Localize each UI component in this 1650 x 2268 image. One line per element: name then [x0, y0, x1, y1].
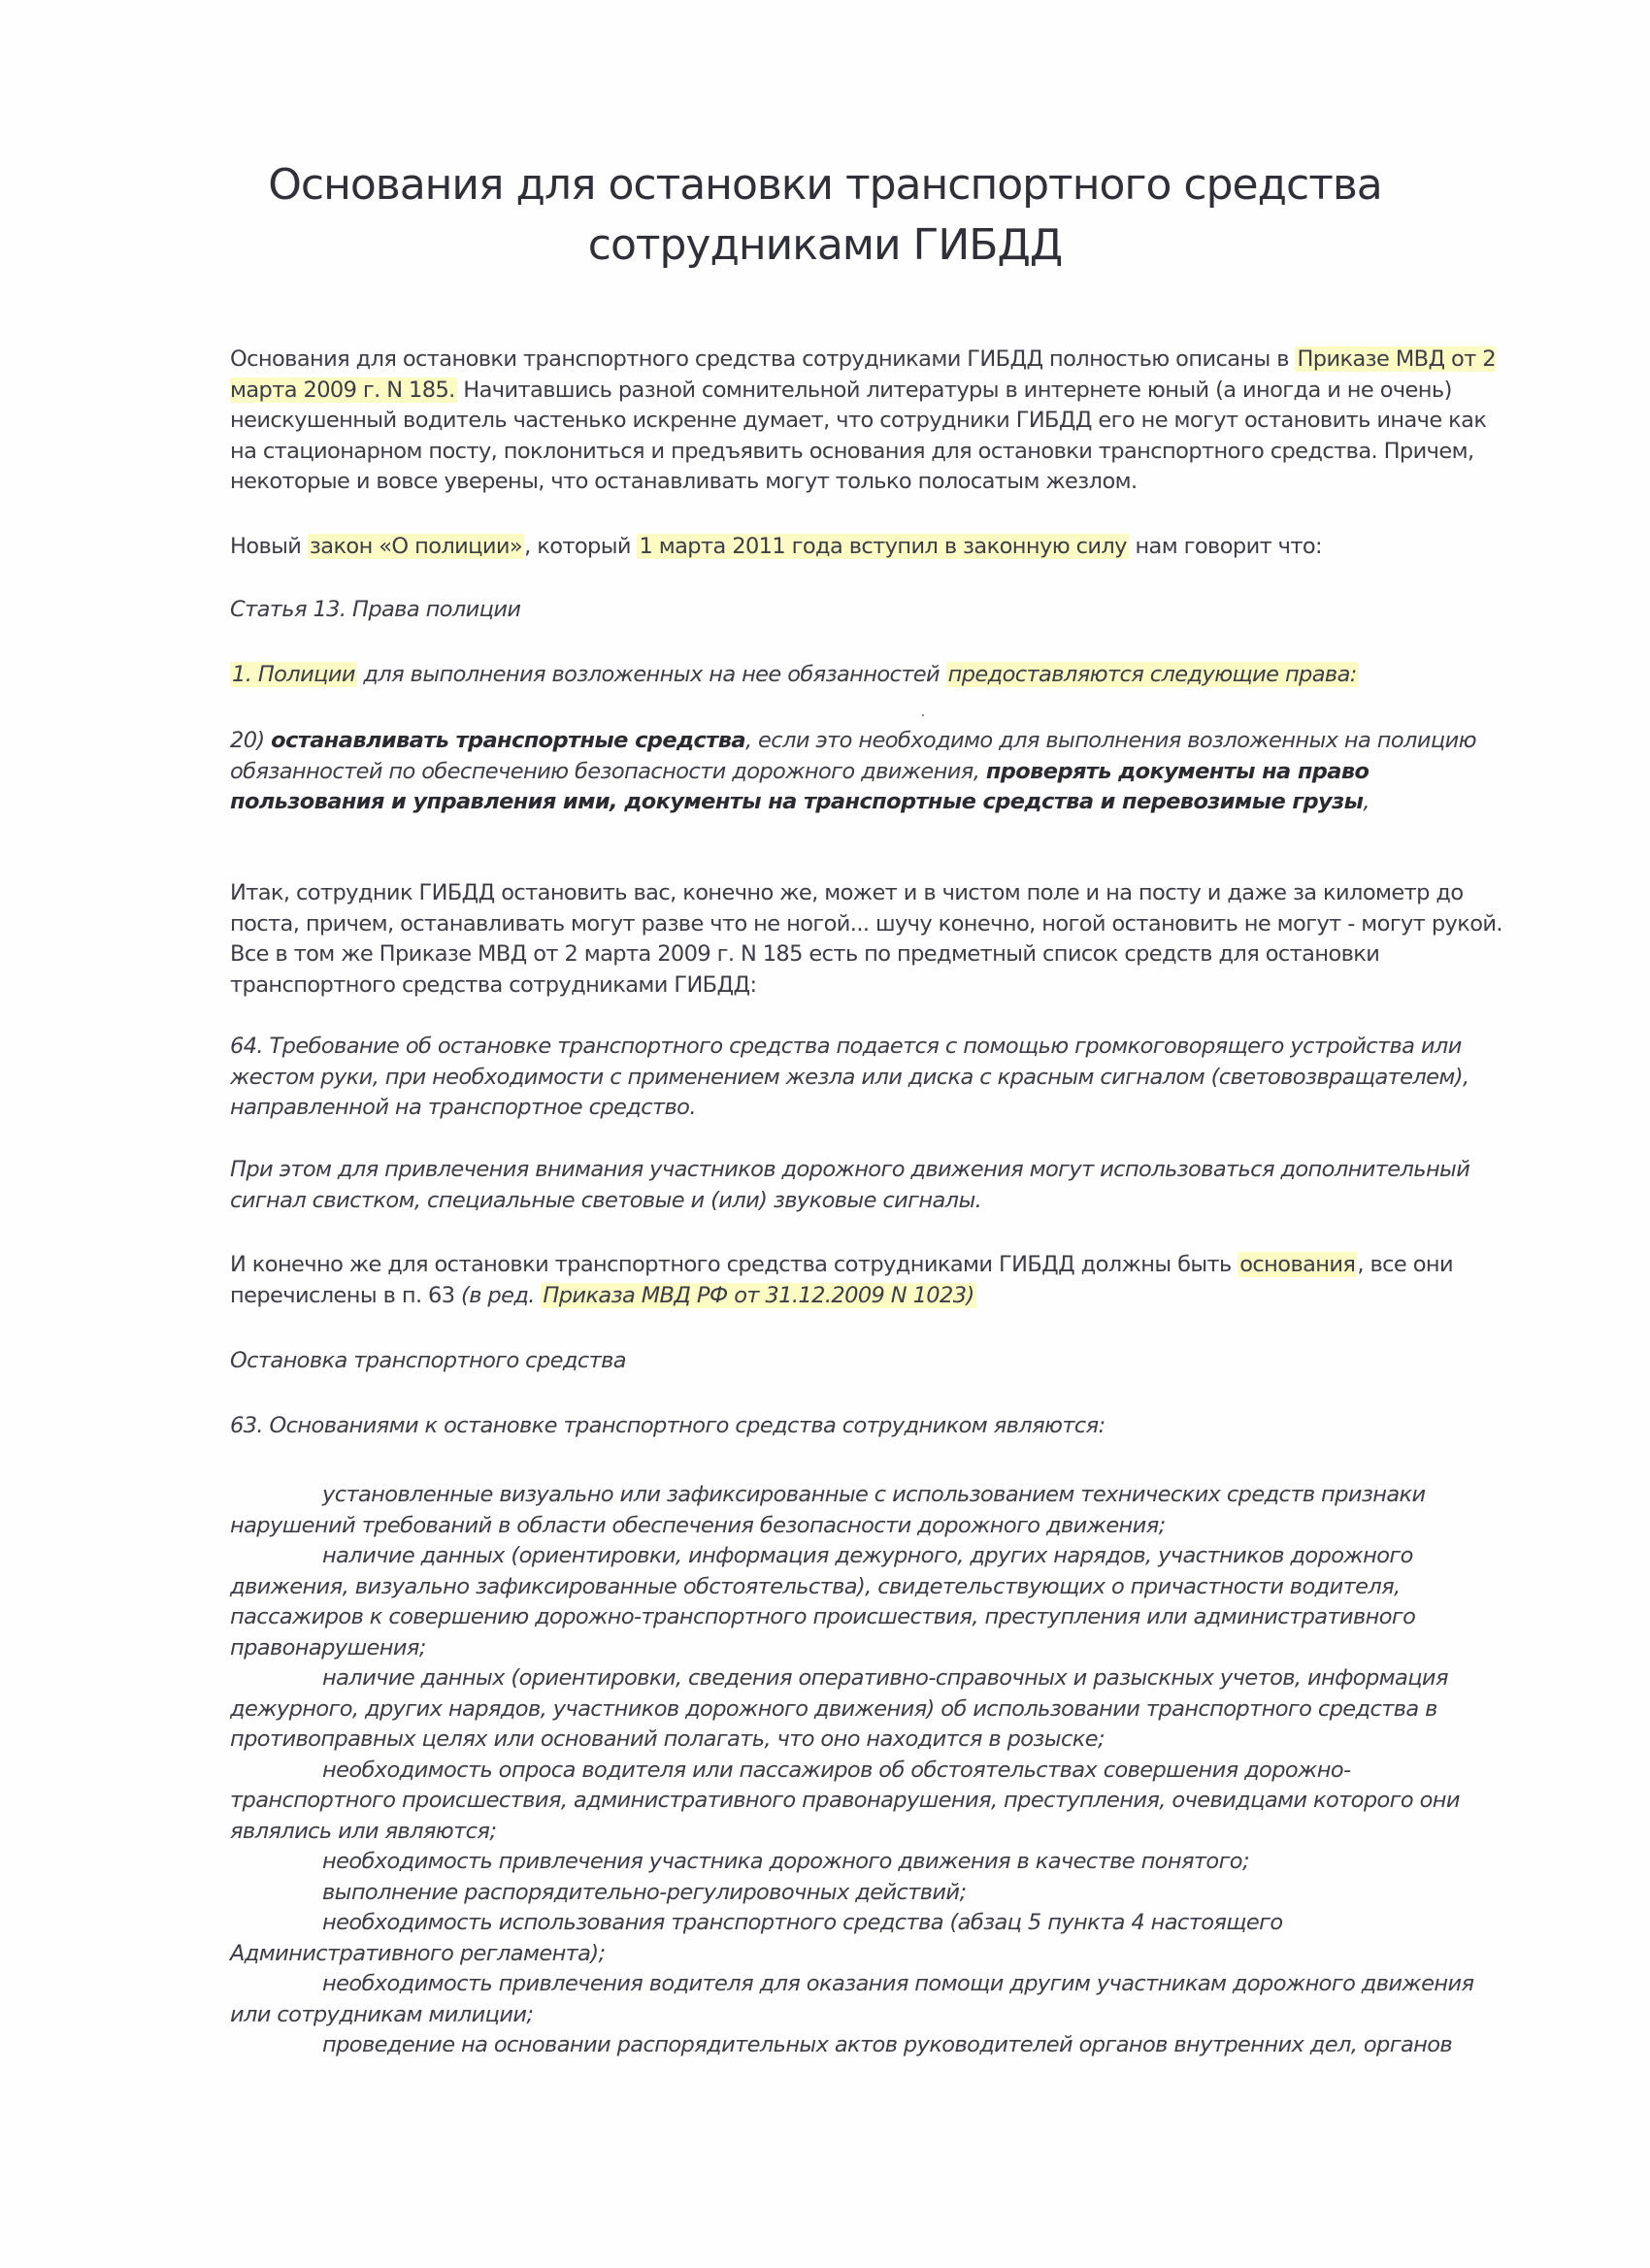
highlight-order-1023: Приказа МВД РФ от 31.12.2009 N 1023): [543, 1282, 974, 1308]
list-item: необходимость привлечения водителя для оказания помощи другим участникам дорожного движения или сотрудникам милиции;: [230, 1971, 1474, 2027]
text: Новый: [230, 534, 308, 559]
list-item: необходимость привлечения участника дорожного движения в качестве понятого;: [322, 1849, 1249, 1874]
text: для выполнения возложенных на нее обязанностей: [356, 662, 946, 687]
text: Основания для остановки транспортного средства сотрудниками ГИБДД полностью описаны в: [230, 346, 1296, 372]
text: Начитавшись разной сомнительной литературы в интернете юный (а иногда и не очень) неискушенный водитель частенько искренне думает, что сотрудники ГИБДД его не могут остановить иначе как на стационарном посту, поклониться и предъявить основания для остановки транспортного средства. Причем, некоторые и вовсе уверены, что останавливать могут только полосатым жезлом.: [230, 377, 1487, 494]
text: нам говорит что:: [1128, 534, 1322, 559]
clause-1: [230, 660, 1511, 691]
scan-speck: [922, 714, 924, 716]
highlight-order-185: Приказе МВД от 2 марта 2009 г. N 185.: [230, 346, 1496, 403]
text: , если это необходимо для выполнения возложенных на полицию обязанностей по обеспечению безопасности дорожного движения,: [230, 728, 1476, 784]
stop-heading: Остановка транспортного средства: [230, 1348, 626, 1373]
title-line-1: Основания для остановки транспортного средства: [268, 160, 1382, 210]
text: (в ред.: [461, 1282, 542, 1308]
list-item: выполнение распорядительно-регулировочных действий;: [322, 1879, 967, 1905]
grounds-list: [230, 1480, 1511, 2061]
clause-64-additional: При этом для привлечения внимания участников дорожного движения могут использоваться дополнительный сигнал свистком, специальные световые и (или) звуковые сигналы.: [230, 1157, 1470, 1213]
list-item: необходимость использования транспортного средства (абзац 5 пункта 4 настоящего Административного регламента);: [230, 1910, 1283, 1966]
clause-64: 64. Требование об остановке транспортного средства подается с помощью громкоговорящего устройства или жестом руки, при необходимости с применением жезла или диска с красным сигналом (световозвращателем), направленной на транспортное средство.: [230, 1034, 1469, 1120]
text: ,: [1363, 789, 1370, 814]
so-paragraph: Итак, сотрудник ГИБДД остановить вас, конечно же, может и в чистом поле и на посту и даже за километр до поста, причем, останавливать могут разве что не ногой... шучу конечно, ногой остановить не могут - могут рукой. Все в том же Приказе МВД от 2 марта 2009 г. N 185 есть по предметный список средств для остановки транспортного средства сотрудниками ГИБДД:: [230, 880, 1502, 998]
text: , который: [524, 534, 638, 559]
list-item: проведение на основании распорядительных актов руководителей органов внутренних дел, органов: [322, 2032, 1453, 2057]
highlight-police: 1. Полиции: [232, 662, 355, 687]
clause-63: 63. Основаниями к остановке транспортного средства сотрудником являются:: [230, 1413, 1106, 1438]
list-item: установленные визуально или зафиксированные с использованием технических средств признаки нарушений требований в области обеспечения безопасности дорожного движения;: [230, 1482, 1426, 1538]
text: , все они перечислены в п. 63: [230, 1252, 1454, 1308]
title-line-2: сотрудниками ГИБДД: [587, 220, 1063, 270]
document-title: [194, 155, 1456, 276]
highlight-police-law: закон «О полиции»: [309, 534, 523, 559]
highlight-grounds: основания: [1239, 1252, 1356, 1277]
text: 20): [230, 728, 272, 753]
bold-check-documents: проверять документы на право пользования и управления ими, документы на транспортные средства и перевозимые грузы: [230, 758, 1370, 814]
police-law-paragraph: [230, 532, 1511, 563]
bold-stop-vehicles: останавливать транспортные средства: [271, 728, 745, 753]
list-item: наличие данных (ориентировки, сведения оперативно-справочных и разыскных учетов, информация дежурного, других нарядов, участников дорожного движения) об использовании транспортного средства в противоправных целях или оснований полагать, что оно находится в розыске;: [230, 1665, 1448, 1752]
text: И конечно же для остановки транспортного средства сотрудниками ГИБДД должны быть: [230, 1252, 1238, 1277]
grounds-paragraph: [230, 1250, 1511, 1311]
highlight-effective-date: 1 марта 2011 года вступил в законную силу: [639, 534, 1127, 559]
list-item: наличие данных (ориентировки, информация дежурного, других нарядов, участников дорожного движения, визуально зафиксированные обстоятельства), свидетельствующих о причастности водителя, пассажиров к совершению дорожно-транспортного происшествия, преступления или административного правонарушения;: [230, 1543, 1416, 1660]
article-13-heading: Статья 13. Права полиции: [230, 597, 521, 622]
intro-paragraph: [230, 345, 1511, 498]
list-item: необходимость опроса водителя или пассажиров об обстоятельствах совершения дорожно-транспортного происшествия, административного правонарушения, преступления, очевидцами которого они являлись или являются;: [230, 1757, 1460, 1844]
clause-20: [230, 726, 1511, 818]
highlight-rights: предоставляются следующие права:: [947, 662, 1357, 687]
